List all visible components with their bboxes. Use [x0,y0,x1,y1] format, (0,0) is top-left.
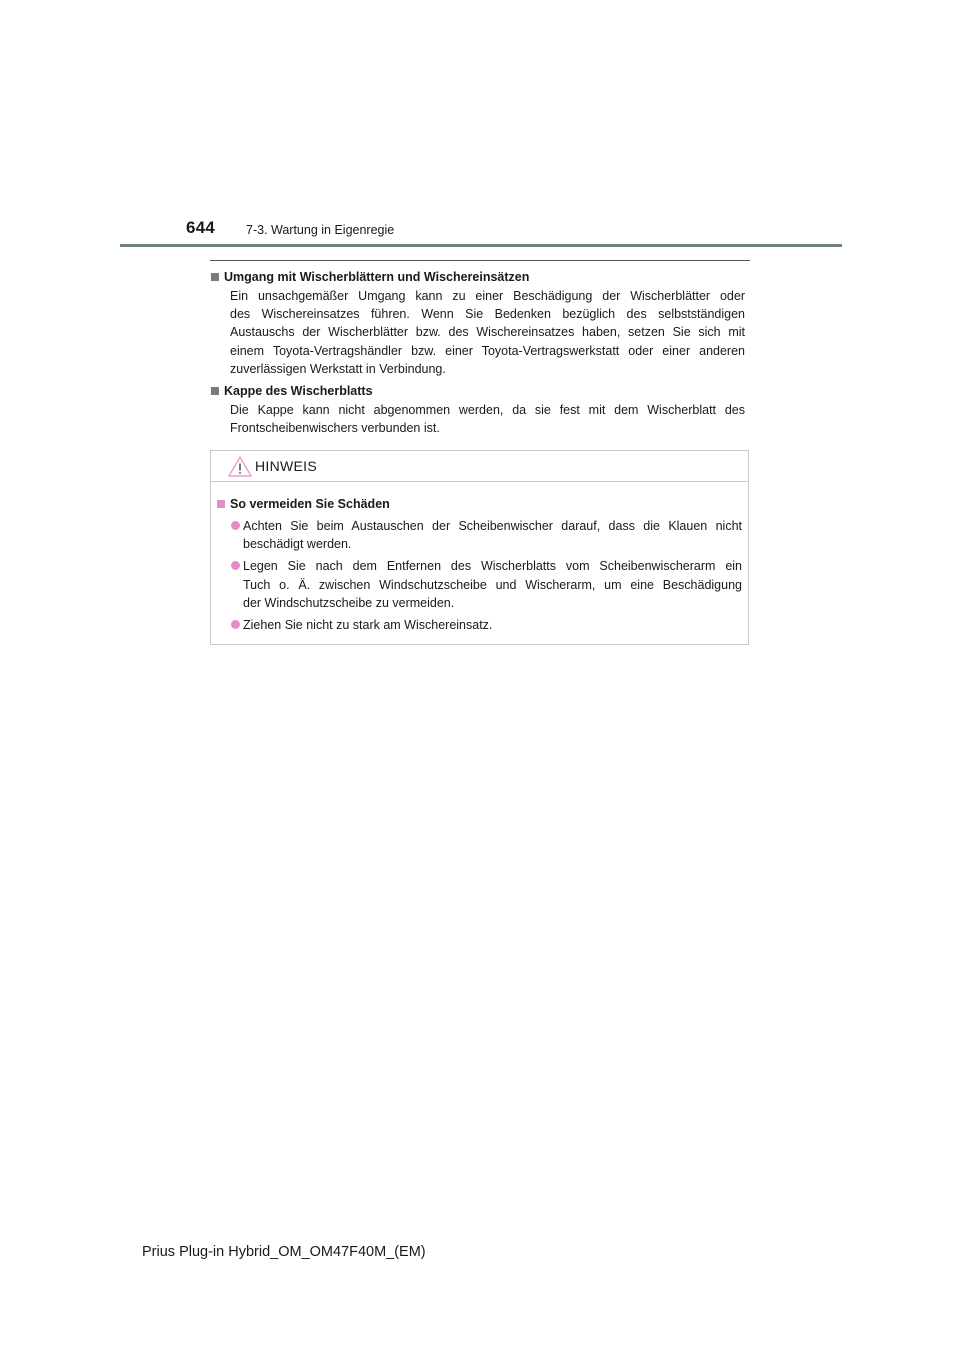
section-title-text: Umgang mit Wischerblättern und Wischereinsätzen [224,270,530,284]
body-line: Frontscheibenwischers verbunden ist. [230,421,440,436]
section-wiper-handling [210,268,745,378]
item-line: Tuch o. Ä. zwischen Windschutzscheibe und Wischerarm, um eine Beschädigung [243,577,742,592]
body-line: Die Kappe kann nicht abgenommen werden, da sie fest mit dem Wischerblatt des [230,403,745,417]
notice-item [216,557,742,612]
square-bullet-icon [217,500,225,508]
notice-section-title-text: So vermeiden Sie Schäden [230,497,390,511]
section-title [210,268,745,286]
item-line: beschädigt werden. [243,537,352,552]
body-line: Ein unsachgemäßer Umgang kann zu einer Beschädigung der Wischerblätter oder [230,289,745,303]
notice-box [210,450,749,645]
notice-section-title [216,495,742,513]
header-rule [120,244,842,247]
section-body [230,287,745,378]
notice-header [211,451,748,482]
item-line: Legen Sie nach dem Entfernen des Wischerblatts vom Scheibenwischerarm ein [243,559,742,574]
warning-triangle-icon [228,456,252,477]
notice-body [211,482,748,634]
item-line: der Windschutzscheibe zu vermeiden. [243,595,455,610]
notice-title: HINWEIS [255,458,317,474]
footer-document-id: Prius Plug-in Hybrid_OM_OM47F40M_(EM) [142,1244,426,1260]
body-line: Austauschs der Wischerblätter bzw. des Wischereinsatzes haben, setzen Sie sich mit [230,325,745,340]
section-title-text: Kappe des Wischerblatts [224,384,373,398]
item-line: Achten Sie beim Austauschen der Scheibenwischer darauf, dass die Klauen nicht [243,519,742,533]
section-body [230,401,745,437]
page-number: 644 [186,218,215,237]
body-line: des Wischereinsatzes führen. Wenn Sie Bedenken bezüglich des selbstständigen [230,307,745,322]
content-top-rule [210,260,750,261]
square-bullet-icon [211,273,219,281]
square-bullet-icon [211,387,219,395]
notice-item [216,517,742,553]
bullet-dot-icon [231,620,240,629]
body-line: einem Toyota-Vertragshändler bzw. einer Toyota-Vertragswerkstatt oder einer anderen [230,343,745,358]
item-line: Ziehen Sie nicht zu stark am Wischereinsatz. [243,618,493,633]
header-section-title: 7-3. Wartung in Eigenregie [246,223,395,237]
notice-item [216,616,742,634]
bullet-dot-icon [231,561,240,570]
bullet-dot-icon [231,521,240,530]
body-line: zuverlässigen Werkstatt in Verbindung. [230,361,446,376]
section-wiper-cap [210,382,745,437]
section-title [210,382,745,400]
